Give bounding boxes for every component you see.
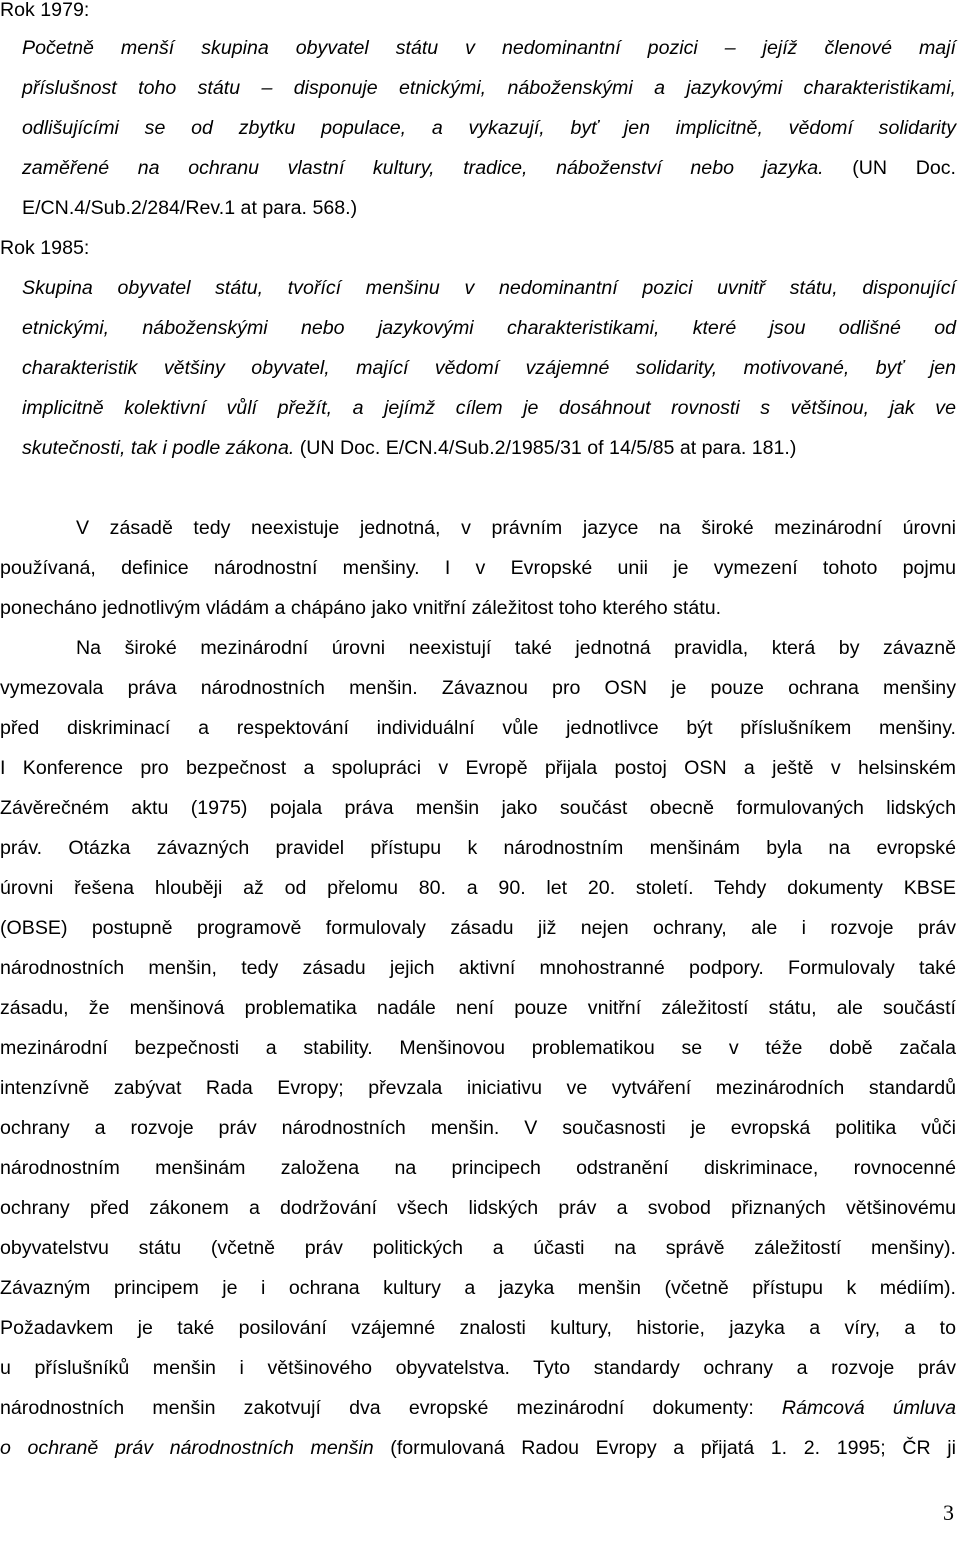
text-line: [22, 395, 956, 421]
text: ponecháno jednotlivým vládám a chápáno jako vnitřní záležitost toho kterého státu.: [0, 597, 722, 619]
italic-text: implicitně kolektivní vůlí přežít, a jejímž cílem je dosáhnout rovnosti s většinou, jak ve: [22, 397, 956, 419]
text: E/CN.4/Sub.2/284/Rev.1 at para. 568.): [22, 197, 358, 219]
text: mezinárodní bezpečnosti a stability. Menšinovou problematikou se v téže době začala: [0, 1037, 956, 1059]
text: ochrany před zákonem a dodržování všech lidských práv a svobod přiznaných většinovému: [0, 1197, 956, 1219]
text-line: [0, 1235, 956, 1261]
text-line: [0, 595, 956, 621]
text: národnostním menšinám založena na principech odstranění diskriminace, rovnocenné: [0, 1157, 956, 1179]
text: vymezovala práva národnostních menšin. Závaznou pro OSN je pouze ochrana menšiny: [0, 677, 956, 699]
text-line: [0, 955, 956, 981]
text: zásadu, že menšinová problematika nadále není pouze vnitřní záležitostí státu, ale součástí: [0, 997, 956, 1019]
italic-text: zaměřené na ochranu vlastní kultury, tradice, náboženství nebo jazyka.: [22, 157, 824, 179]
text: práv. Otázka závazných pravidel přístupu k národnostním menšinám byla na evropské: [0, 837, 956, 859]
text-line: [0, 0, 956, 23]
text: Požadavkem je také posilování vzájemné znalosti kultury, historie, jazyka a víry, a to: [0, 1317, 956, 1339]
text-line: [0, 835, 956, 861]
text-line: [0, 1195, 956, 1221]
text-line: [0, 1275, 956, 1301]
text-line: [76, 635, 956, 661]
text-line: [22, 195, 956, 221]
text: I Konference pro bezpečnost a spolupráci v Evropě přijala postoj OSN a ještě v helsinském: [0, 757, 956, 779]
text-line: [0, 1355, 956, 1381]
text-line: [0, 755, 956, 781]
text-line: [22, 275, 956, 301]
text: Závěrečném aktu (1975) pojala práva menšin jako součást obecně formulovaných lidských: [0, 797, 956, 819]
page-number: 3: [943, 1500, 954, 1525]
text-line: [0, 1035, 956, 1061]
text-line: [0, 1435, 956, 1461]
text: Rok 1979:: [0, 0, 90, 21]
italic-text: skutečnosti, tak i podle zákona.: [22, 437, 295, 459]
text: (OBSE) postupně programově formulovaly zásadu již nejen ochrany, ale i rozvoje práv: [0, 917, 956, 939]
text-line: [22, 315, 956, 341]
text: národnostních menšin zakotvují dva evropské mezinárodní dokumenty:: [0, 1397, 782, 1419]
text: úrovni řešena hlouběji až od přelomu 80. a 90. let 20. století. Tehdy dokumenty KBSE: [0, 877, 956, 899]
italic-text: etnickými, náboženskými nebo jazykovými charakteristikami, které jsou odlišné od: [22, 317, 956, 339]
italic-text: Skupina obyvatel státu, tvořící menšinu v nedominantní pozici uvnitř státu, disponující: [22, 277, 956, 299]
text-line: [0, 1115, 956, 1141]
text-line: [0, 1075, 956, 1101]
text-line: [0, 875, 956, 901]
italic-text: odlišujícími se od zbytku populace, a vykazují, byť jen implicitně, vědomí solidarity: [22, 117, 956, 139]
text: ochrany a rozvoje práv národnostních menšin. V současnosti je evropská politika vůči: [0, 1117, 956, 1139]
text-line: [22, 35, 956, 61]
italic-text: Početně menší skupina obyvatel státu v nedominantní pozici – jejíž členové mají: [22, 37, 956, 59]
text-line: [0, 1155, 956, 1181]
text-line: [0, 675, 956, 701]
text: V zásadě tedy neexistuje jednotná, v právním jazyce na široké mezinárodní úrovni: [76, 517, 956, 539]
text: obyvatelstvu státu (včetně práv politických a účasti na správě záležitostí menšiny).: [0, 1237, 956, 1259]
italic-text: příslušnost toho státu – disponuje etnickými, náboženskými a jazykovými charakteristikami,: [22, 77, 956, 99]
text: Závazným principem je i ochrana kultury a jazyka menšin (včetně přístupu k médiím).: [0, 1277, 956, 1299]
text-line: [22, 115, 956, 141]
text: (UN Doc.: [823, 157, 956, 179]
text-line: [22, 355, 956, 381]
text-line: [0, 1395, 956, 1421]
text-line: [22, 155, 956, 181]
text-line: [0, 915, 956, 941]
text-line: [22, 75, 956, 101]
italic-text: Rámcová úmluva: [781, 1397, 956, 1419]
text: Na široké mezinárodní úrovni neexistují také jednotná pravidla, která by závazně: [76, 637, 956, 659]
text-line: [0, 235, 956, 261]
text: používaná, definice národnostní menšiny. I v Evropské unii je vymezení tohoto pojmu: [0, 557, 956, 579]
text-line: [22, 435, 956, 461]
italic-text: charakteristik většiny obyvatel, mající vědomí vzájemné solidarity, motivované, byť jen: [22, 357, 956, 379]
text: Rok 1985:: [0, 237, 90, 259]
text: u příslušníků menšin i většinového obyvatelstva. Tyto standardy ochrany a rozvoje práv: [0, 1357, 956, 1379]
text-line: [0, 995, 956, 1021]
text-line: [76, 515, 956, 541]
italic-text: o ochraně práv národnostních menšin: [0, 1437, 374, 1459]
text: (formulovaná Radou Evropy a přijatá 1. 2. 1995; ČR ji: [373, 1437, 956, 1459]
text: (UN Doc. E/CN.4/Sub.2/1985/31 of 14/5/85 at para. 181.): [294, 437, 797, 459]
text-line: [0, 1315, 956, 1341]
text-line: [0, 555, 956, 581]
text-line: [0, 795, 956, 821]
text: před diskriminací a respektování individuální vůle jednotlivce být příslušníkem menšiny.: [0, 717, 956, 739]
text: národnostních menšin, tedy zásadu jejich aktivní mnohostranné podpory. Formulovaly také: [0, 957, 956, 979]
text-line: [0, 715, 956, 741]
text: intenzívně zabývat Rada Evropy; převzala iniciativu ve vytváření mezinárodních standardů: [0, 1077, 956, 1099]
